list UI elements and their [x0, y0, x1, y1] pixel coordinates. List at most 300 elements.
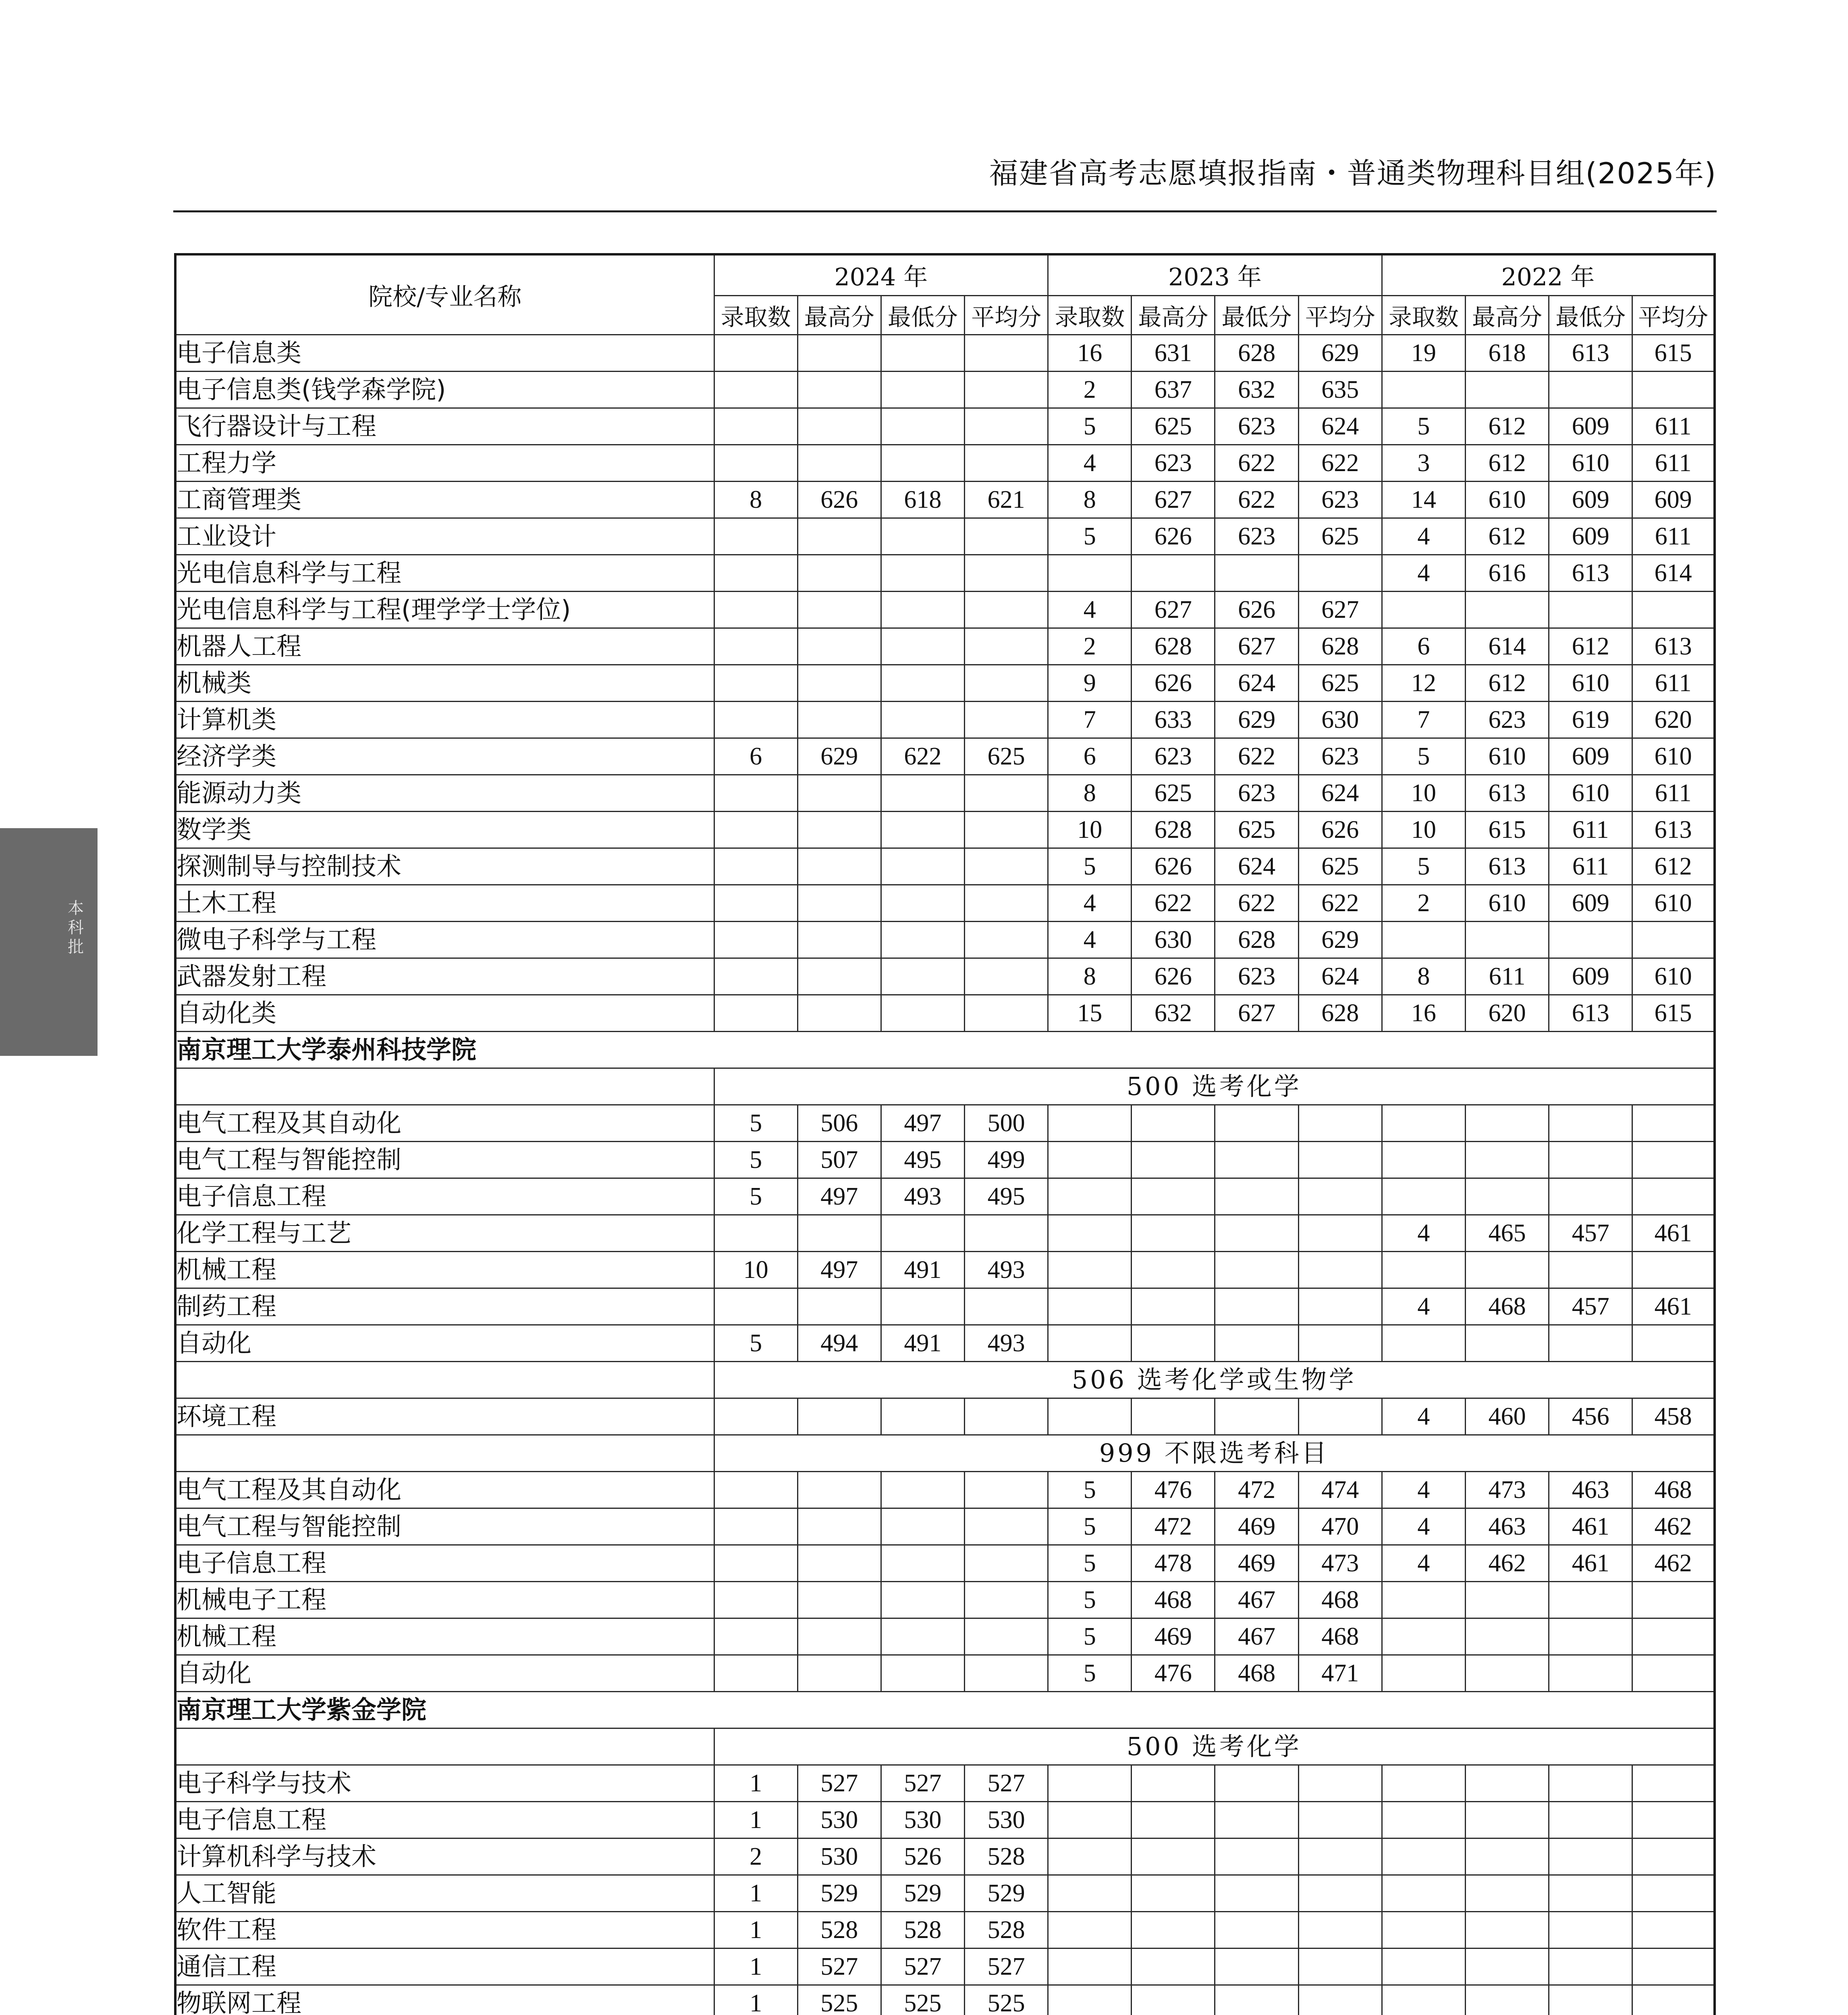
table-row — [175, 1618, 1715, 1655]
score-cell — [797, 1398, 881, 1435]
score-cell: 527 — [881, 1765, 964, 1802]
score-cell: 2 — [714, 1838, 797, 1875]
score-cell — [1549, 1105, 1632, 1142]
score-cell: 469 — [1132, 1618, 1215, 1655]
table-row — [175, 482, 1715, 518]
score-cell: 462 — [1632, 1508, 1715, 1545]
score-cell: 476 — [1132, 1472, 1215, 1508]
score-cell: 622 — [1215, 885, 1298, 922]
score-cell — [1215, 1325, 1298, 1362]
score-cell — [797, 702, 881, 738]
score-cell — [1215, 1215, 1298, 1252]
major-name: 工商管理类 — [175, 482, 714, 518]
score-cell: 623 — [1215, 775, 1298, 812]
score-cell: 622 — [1215, 738, 1298, 775]
score-cell — [1048, 555, 1132, 592]
score-cell — [881, 592, 964, 628]
score-cell: 616 — [1465, 555, 1549, 592]
score-cell: 5 — [1382, 848, 1465, 885]
score-cell: 1 — [714, 1802, 797, 1838]
score-cell — [1132, 1949, 1215, 1985]
score-cell — [797, 958, 881, 995]
score-cell: 493 — [964, 1252, 1048, 1288]
score-cell: 624 — [1298, 408, 1382, 445]
score-cell — [1215, 1838, 1298, 1875]
score-cell: 473 — [1298, 1545, 1382, 1582]
score-cell: 5 — [1048, 518, 1132, 555]
score-cell: 470 — [1298, 1508, 1382, 1545]
score-cell: 1 — [714, 1949, 797, 1985]
group-blank-cell — [175, 1362, 714, 1398]
score-cell — [714, 1398, 797, 1435]
score-cell: 635 — [1298, 372, 1382, 408]
score-cell — [1298, 1178, 1382, 1215]
score-cell — [714, 1215, 797, 1252]
score-cell — [797, 408, 881, 445]
score-cell: 507 — [797, 1142, 881, 1178]
table-row — [175, 1398, 1715, 1435]
score-cell: 463 — [1465, 1508, 1549, 1545]
major-name: 电子信息类 — [175, 335, 714, 372]
score-cell — [1215, 1949, 1298, 1985]
score-cell: 8 — [1048, 482, 1132, 518]
score-cell: 618 — [881, 482, 964, 518]
score-cell: 462 — [1632, 1545, 1715, 1582]
score-cell — [1048, 1838, 1132, 1875]
score-cell: 456 — [1549, 1398, 1632, 1435]
score-cell — [881, 1398, 964, 1435]
score-cell — [797, 885, 881, 922]
score-cell: 461 — [1549, 1545, 1632, 1582]
score-cell: 631 — [1132, 335, 1215, 372]
score-cell: 626 — [1215, 592, 1298, 628]
score-cell: 497 — [797, 1252, 881, 1288]
score-cell: 7 — [1048, 702, 1132, 738]
score-cell — [1048, 1252, 1132, 1288]
score-cell — [964, 518, 1048, 555]
table-row — [175, 445, 1715, 482]
score-cell — [714, 408, 797, 445]
score-cell — [881, 1655, 964, 1692]
score-cell — [1632, 1178, 1715, 1215]
school-name: 南京理工大学紫金学院 — [175, 1692, 1715, 1728]
score-cell: 610 — [1632, 958, 1715, 995]
major-name: 电子信息类(钱学森学院) — [175, 372, 714, 408]
major-name: 机械工程 — [175, 1618, 714, 1655]
group-blank-cell — [175, 1728, 714, 1765]
score-cell — [1632, 1802, 1715, 1838]
score-cell: 465 — [1465, 1215, 1549, 1252]
subject-group-label: 506 选考化学或生物学 — [714, 1362, 1715, 1398]
score-cell: 610 — [1632, 738, 1715, 775]
score-cell — [797, 1508, 881, 1545]
score-cell: 8 — [714, 482, 797, 518]
score-cell: 628 — [1298, 995, 1382, 1032]
score-cell — [1215, 1985, 1298, 2015]
table-row — [175, 408, 1715, 445]
score-cell: 469 — [1215, 1545, 1298, 1582]
score-cell — [881, 1582, 964, 1618]
major-name: 环境工程 — [175, 1398, 714, 1435]
score-cell: 16 — [1382, 995, 1465, 1032]
score-cell: 493 — [881, 1178, 964, 1215]
score-cell — [1549, 1178, 1632, 1215]
score-cell: 611 — [1549, 812, 1632, 848]
score-cell: 529 — [797, 1875, 881, 1912]
score-cell: 5 — [714, 1105, 797, 1142]
score-cell: 619 — [1549, 702, 1632, 738]
score-cell — [1298, 1325, 1382, 1362]
score-cell — [1132, 1765, 1215, 1802]
score-cell: 5 — [714, 1142, 797, 1178]
header-row-years — [175, 254, 1715, 296]
score-cell — [1549, 1838, 1632, 1875]
score-cell — [1382, 922, 1465, 958]
score-cell — [1048, 1142, 1132, 1178]
major-name: 机械类 — [175, 665, 714, 702]
score-cell: 610 — [1549, 775, 1632, 812]
major-name: 能源动力类 — [175, 775, 714, 812]
major-name: 电气工程及其自动化 — [175, 1105, 714, 1142]
score-cell: 611 — [1632, 408, 1715, 445]
score-cell: 609 — [1549, 518, 1632, 555]
score-cell — [1549, 372, 1632, 408]
score-cell: 458 — [1632, 1398, 1715, 1435]
score-cell: 622 — [881, 738, 964, 775]
score-cell — [714, 1508, 797, 1545]
score-cell: 624 — [1298, 775, 1382, 812]
score-cell: 627 — [1132, 482, 1215, 518]
score-cell — [714, 885, 797, 922]
score-cell: 632 — [1132, 995, 1215, 1032]
score-cell: 2 — [1382, 885, 1465, 922]
score-cell — [714, 665, 797, 702]
score-cell: 468 — [1632, 1472, 1715, 1508]
score-cell: 461 — [1549, 1508, 1632, 1545]
table-row — [175, 1288, 1715, 1325]
score-cell: 6 — [714, 738, 797, 775]
score-cell: 474 — [1298, 1472, 1382, 1508]
score-cell: 497 — [881, 1105, 964, 1142]
score-cell — [964, 885, 1048, 922]
score-cell: 468 — [1465, 1288, 1549, 1325]
score-cell — [1632, 1325, 1715, 1362]
score-cell: 10 — [1048, 812, 1132, 848]
score-cell: 5 — [1048, 408, 1132, 445]
score-cell: 633 — [1132, 702, 1215, 738]
score-cell: 14 — [1382, 482, 1465, 518]
score-cell: 468 — [1298, 1618, 1382, 1655]
score-cell: 626 — [1132, 518, 1215, 555]
group-blank-cell — [175, 1068, 714, 1105]
score-cell: 637 — [1132, 372, 1215, 408]
score-cell: 4 — [1382, 1545, 1465, 1582]
score-cell: 609 — [1549, 738, 1632, 775]
score-cell: 609 — [1549, 482, 1632, 518]
score-cell: 623 — [1132, 738, 1215, 775]
col-header: 录取数 — [1048, 296, 1132, 335]
score-cell — [1465, 1325, 1549, 1362]
score-cell — [1549, 922, 1632, 958]
score-cell: 525 — [964, 1985, 1048, 2015]
score-cell: 614 — [1465, 628, 1549, 665]
score-cell: 473 — [1465, 1472, 1549, 1508]
score-cell — [964, 628, 1048, 665]
score-cell: 623 — [1215, 958, 1298, 995]
score-cell: 611 — [1465, 958, 1549, 995]
subject-group-row — [175, 1068, 1715, 1105]
score-cell — [1632, 922, 1715, 958]
score-cell — [714, 958, 797, 995]
score-cell — [1549, 1949, 1632, 1985]
score-cell: 527 — [964, 1949, 1048, 1985]
score-cell — [1132, 1912, 1215, 1949]
score-cell — [1632, 1105, 1715, 1142]
score-cell: 5 — [1382, 408, 1465, 445]
score-cell — [964, 848, 1048, 885]
score-cell — [881, 1215, 964, 1252]
score-cell — [881, 665, 964, 702]
score-cell: 611 — [1632, 445, 1715, 482]
score-cell: 529 — [881, 1875, 964, 1912]
col-header: 平均分 — [1298, 296, 1382, 335]
score-cell: 609 — [1632, 482, 1715, 518]
score-cell — [1465, 1142, 1549, 1178]
score-cell — [1465, 1912, 1549, 1949]
score-cell: 622 — [1298, 445, 1382, 482]
table-row — [175, 812, 1715, 848]
score-cell — [964, 995, 1048, 1032]
score-cell — [797, 1582, 881, 1618]
score-cell — [964, 1545, 1048, 1582]
score-cell: 6 — [1382, 628, 1465, 665]
score-cell — [714, 1582, 797, 1618]
score-cell — [1549, 1912, 1632, 1949]
score-cell — [881, 1288, 964, 1325]
score-cell: 613 — [1465, 848, 1549, 885]
score-cell: 624 — [1215, 665, 1298, 702]
score-cell — [1215, 1802, 1298, 1838]
score-cell: 10 — [1382, 812, 1465, 848]
score-cell: 625 — [1298, 665, 1382, 702]
major-name: 软件工程 — [175, 1912, 714, 1949]
score-cell — [964, 1508, 1048, 1545]
score-cell — [1465, 1802, 1549, 1838]
score-cell — [1382, 1838, 1465, 1875]
table-row — [175, 335, 1715, 372]
score-cell — [1048, 1985, 1132, 2015]
score-cell: 622 — [1298, 885, 1382, 922]
score-cell — [1132, 1252, 1215, 1288]
score-cell — [1382, 1949, 1465, 1985]
score-cell — [881, 812, 964, 848]
score-cell: 628 — [1215, 922, 1298, 958]
score-cell — [1215, 1398, 1298, 1435]
score-cell: 620 — [1465, 995, 1549, 1032]
major-name: 计算机类 — [175, 702, 714, 738]
score-cell — [1215, 1875, 1298, 1912]
score-cell — [1465, 1178, 1549, 1215]
score-cell — [714, 922, 797, 958]
score-cell: 618 — [1465, 335, 1549, 372]
score-cell: 4 — [1048, 885, 1132, 922]
score-cell — [797, 445, 881, 482]
major-name: 数学类 — [175, 812, 714, 848]
score-cell: 613 — [1549, 995, 1632, 1032]
score-cell — [881, 335, 964, 372]
major-name: 物联网工程 — [175, 1985, 714, 2015]
score-cell: 472 — [1132, 1508, 1215, 1545]
score-cell — [1215, 1105, 1298, 1142]
score-cell — [881, 922, 964, 958]
score-cell: 457 — [1549, 1215, 1632, 1252]
subject-group-label: 500 选考化学 — [714, 1728, 1715, 1765]
score-cell: 497 — [797, 1178, 881, 1215]
score-cell: 16 — [1048, 335, 1132, 372]
score-cell: 623 — [1298, 738, 1382, 775]
score-cell: 4 — [1048, 922, 1132, 958]
score-cell — [714, 445, 797, 482]
score-cell — [881, 702, 964, 738]
score-cell: 530 — [797, 1802, 881, 1838]
score-cell — [797, 1215, 881, 1252]
score-cell — [1382, 1178, 1465, 1215]
score-cell: 8 — [1382, 958, 1465, 995]
score-cell: 613 — [1465, 775, 1549, 812]
school-row — [175, 1692, 1715, 1728]
score-cell: 530 — [964, 1802, 1048, 1838]
score-cell: 1 — [714, 1765, 797, 1802]
score-cell — [964, 1582, 1048, 1618]
score-cell: 491 — [881, 1325, 964, 1362]
score-cell — [714, 518, 797, 555]
score-cell — [797, 1472, 881, 1508]
score-cell — [964, 592, 1048, 628]
score-cell — [714, 372, 797, 408]
score-cell: 526 — [881, 1838, 964, 1875]
table-row — [175, 958, 1715, 995]
col-header: 最低分 — [881, 296, 964, 335]
score-cell — [1549, 1765, 1632, 1802]
col-header: 录取数 — [1382, 296, 1465, 335]
score-cell: 626 — [1132, 958, 1215, 995]
score-cell — [1215, 1765, 1298, 1802]
score-cell: 457 — [1549, 1288, 1632, 1325]
score-cell — [964, 702, 1048, 738]
score-cell — [1632, 1765, 1715, 1802]
score-cell: 623 — [1298, 482, 1382, 518]
table-row — [175, 848, 1715, 885]
score-cell: 625 — [1298, 848, 1382, 885]
score-cell: 467 — [1215, 1582, 1298, 1618]
table-row — [175, 1325, 1715, 1362]
score-cell: 609 — [1549, 885, 1632, 922]
score-cell: 625 — [1132, 775, 1215, 812]
score-cell: 624 — [1215, 848, 1298, 885]
score-cell — [1298, 1802, 1382, 1838]
score-cell: 8 — [1048, 775, 1132, 812]
score-cell: 5 — [1048, 1508, 1132, 1545]
score-cell — [1298, 1912, 1382, 1949]
score-cell — [797, 592, 881, 628]
score-cell — [1382, 1105, 1465, 1142]
score-cell: 612 — [1465, 665, 1549, 702]
score-cell: 627 — [1215, 628, 1298, 665]
score-cell — [1465, 1655, 1549, 1692]
score-cell — [714, 335, 797, 372]
score-cell — [714, 592, 797, 628]
score-cell — [1132, 1288, 1215, 1325]
score-cell — [1632, 592, 1715, 628]
score-cell — [1382, 1802, 1465, 1838]
score-cell: 629 — [1215, 702, 1298, 738]
score-cell: 626 — [1132, 665, 1215, 702]
score-cell: 612 — [1465, 518, 1549, 555]
score-cell: 529 — [964, 1875, 1048, 1912]
score-cell: 632 — [1215, 372, 1298, 408]
score-cell — [1382, 372, 1465, 408]
score-cell: 623 — [1215, 408, 1298, 445]
col-header: 最高分 — [1132, 296, 1215, 335]
score-cell: 10 — [714, 1252, 797, 1288]
col-header: 录取数 — [714, 296, 797, 335]
score-cell — [964, 445, 1048, 482]
score-cell — [1132, 1875, 1215, 1912]
score-cell: 4 — [1382, 1508, 1465, 1545]
score-cell: 19 — [1382, 335, 1465, 372]
score-cell: 476 — [1132, 1655, 1215, 1692]
score-cell: 610 — [1549, 445, 1632, 482]
score-cell: 627 — [1298, 592, 1382, 628]
score-cell — [1298, 1105, 1382, 1142]
score-cell — [1465, 1985, 1549, 2015]
score-cell — [1382, 1985, 1465, 2015]
score-cell: 527 — [881, 1949, 964, 1985]
major-name: 光电信息科学与工程 — [175, 555, 714, 592]
score-cell — [1549, 592, 1632, 628]
score-cell: 9 — [1048, 665, 1132, 702]
score-cell: 622 — [1132, 885, 1215, 922]
table-row — [175, 775, 1715, 812]
score-cell — [1132, 555, 1215, 592]
score-cell: 4 — [1382, 1472, 1465, 1508]
score-cell — [1132, 1105, 1215, 1142]
score-cell — [1382, 592, 1465, 628]
score-cell: 4 — [1382, 518, 1465, 555]
score-cell: 506 — [797, 1105, 881, 1142]
score-cell — [1298, 1949, 1382, 1985]
score-cell: 4 — [1382, 1288, 1465, 1325]
major-name: 电气工程及其自动化 — [175, 1472, 714, 1508]
score-cell: 478 — [1132, 1545, 1215, 1582]
major-name: 工业设计 — [175, 518, 714, 555]
score-cell — [964, 775, 1048, 812]
side-tab-label: 本科批 — [68, 899, 84, 956]
score-cell: 4 — [1382, 1215, 1465, 1252]
score-cell — [881, 518, 964, 555]
table-row — [175, 628, 1715, 665]
score-cell — [1632, 1912, 1715, 1949]
score-cell: 615 — [1632, 335, 1715, 372]
score-cell — [1298, 1765, 1382, 1802]
score-cell: 612 — [1465, 445, 1549, 482]
score-cell: 609 — [1549, 408, 1632, 445]
score-cell — [964, 1398, 1048, 1435]
table-row — [175, 665, 1715, 702]
table-row — [175, 1582, 1715, 1618]
table-body — [175, 335, 1715, 2015]
score-cell — [881, 1545, 964, 1582]
